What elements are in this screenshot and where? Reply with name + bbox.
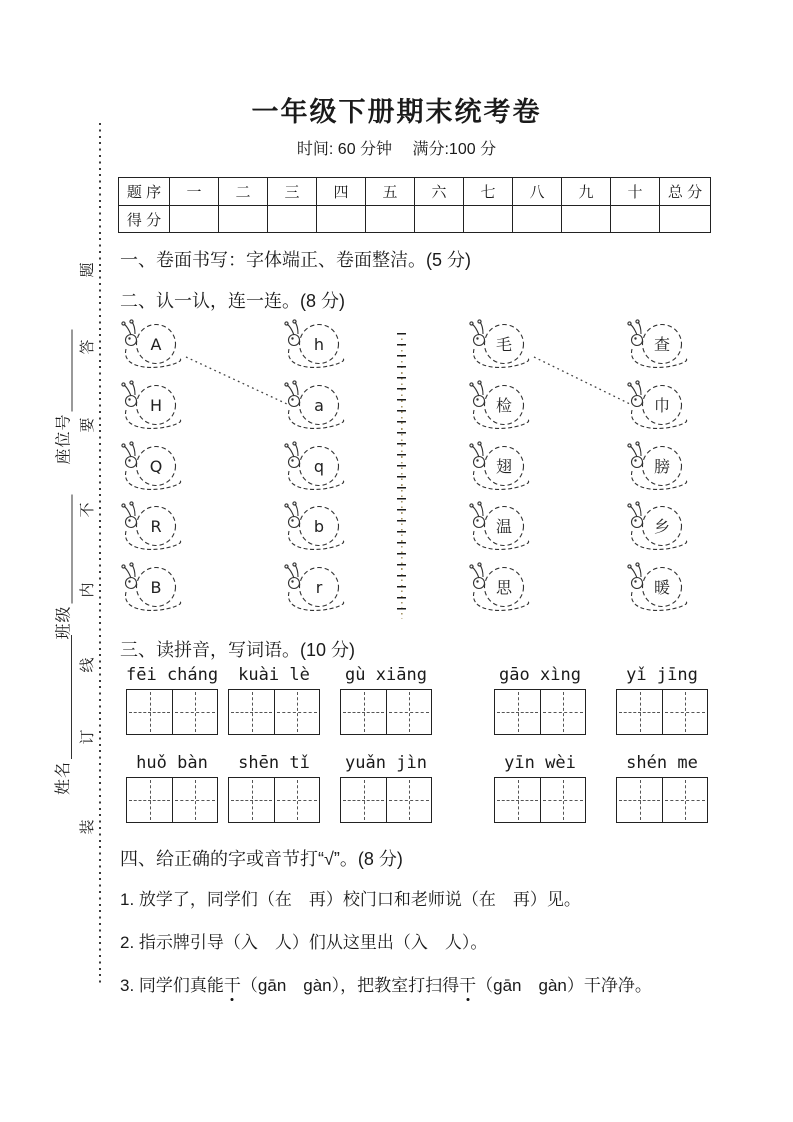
- pinyin-word-block: [616, 664, 708, 735]
- score-table-column-header: 八: [513, 178, 562, 206]
- writing-grid-cell: [127, 690, 172, 734]
- writing-grid-cell: [229, 690, 274, 734]
- writing-grid-cell: [617, 690, 662, 734]
- binding-dotted-line: [99, 123, 101, 985]
- binding-field-seat-number: [53, 330, 77, 465]
- pinyin-label: yīn wèi: [504, 753, 576, 773]
- page-title: 一年级下册期末统考卷: [251, 97, 542, 127]
- writing-grid-cell: [274, 690, 319, 734]
- snail-icon: [120, 501, 184, 553]
- snail-icon: [120, 380, 184, 432]
- writing-grid-cell: [172, 690, 217, 734]
- snail-glyph: 查: [653, 335, 671, 354]
- score-table-column-header: 五: [366, 178, 415, 206]
- snail-glyph: 思: [495, 578, 513, 597]
- writing-grid: [616, 689, 708, 735]
- snail-icon: [468, 319, 532, 371]
- score-cell-empty: [170, 206, 219, 233]
- connection-line-A-a: [186, 357, 287, 404]
- binding-field-blank-line: [53, 330, 73, 412]
- question-text: 3. 同学们真能: [120, 976, 224, 995]
- snail-icon: [120, 319, 184, 371]
- snail-icon: [468, 441, 532, 493]
- writing-grid-cell: [229, 778, 274, 822]
- snail-glyph: 乡: [653, 517, 671, 536]
- writing-grid-cell: [540, 778, 585, 822]
- snail-icon: [626, 501, 690, 553]
- pinyin-label: gāo xìng: [499, 665, 581, 685]
- question-text: （gān gàn），把教室打扫得: [240, 976, 460, 995]
- writing-grid-cell: [341, 778, 386, 822]
- snail-glyph: 检: [495, 396, 513, 415]
- snail-icon: [468, 501, 532, 553]
- question-item: [120, 971, 652, 996]
- pinyin-label: yǐ jīng: [626, 665, 698, 685]
- binding-field-name: [52, 635, 76, 795]
- snail-glyph: Q: [149, 457, 163, 476]
- pinyin-word-block: [228, 752, 320, 823]
- score-table-row-label: 得 分: [119, 206, 170, 233]
- snail-icon: [468, 562, 532, 614]
- pinyin-label: shén me: [626, 753, 698, 773]
- snail-glyph: R: [150, 517, 162, 536]
- section2-center-divider: [397, 333, 406, 619]
- emphasized-char: 干: [459, 971, 476, 996]
- binding-field-class: [53, 495, 77, 640]
- snail-glyph: 翅: [495, 457, 513, 476]
- score-table-column-header: 九: [562, 178, 611, 206]
- snail-icon: [120, 562, 184, 614]
- score-cell-empty: [513, 206, 562, 233]
- score-table: [118, 177, 711, 233]
- writing-grid: [616, 777, 708, 823]
- binding-field-label: 姓名: [55, 760, 72, 795]
- section2-heading: 二、认一认，连一连。(8 分): [120, 291, 345, 311]
- writing-grid: [126, 689, 218, 735]
- binding-field-blank-line: [52, 635, 72, 759]
- score-table-column-header: 四: [317, 178, 366, 206]
- snail-glyph: a: [314, 396, 324, 415]
- question-item: [120, 885, 581, 910]
- pinyin-label: shēn tǐ: [238, 753, 310, 773]
- snail-glyph: 温: [495, 517, 513, 536]
- section3-heading: 三、读拼音，写词语。(10 分): [120, 640, 356, 660]
- exam-time-score-line: 时间: 60 分钟 满分:100 分: [296, 141, 497, 158]
- score-table-column-header: 一: [170, 178, 219, 206]
- emphasized-char: 干: [224, 971, 241, 996]
- connection-line-毛-巾: [534, 357, 630, 404]
- score-table-header-label: 题 序: [119, 178, 170, 206]
- pinyin-label: kuài lè: [238, 665, 310, 685]
- score-cell-empty: [366, 206, 415, 233]
- score-cell-empty: [317, 206, 366, 233]
- section4-heading: 四、给正确的字或音节打“√”。(8 分): [120, 849, 403, 869]
- score-cell-empty: [464, 206, 513, 233]
- snail-icon: [283, 319, 347, 371]
- score-cell-empty: [415, 206, 464, 233]
- binding-char: 内: [79, 582, 96, 598]
- writing-grid-cell: [495, 690, 540, 734]
- binding-char: 答: [79, 339, 96, 355]
- writing-grid-cell: [495, 778, 540, 822]
- writing-grid: [228, 689, 320, 735]
- section1-heading: 一、卷面书写：字体端正、卷面整洁。(5 分): [120, 250, 471, 270]
- writing-grid: [126, 777, 218, 823]
- writing-grid-cell: [540, 690, 585, 734]
- binding-char: 题: [79, 262, 96, 278]
- pinyin-label: fēi cháng: [126, 665, 219, 685]
- pinyin-word-block: [126, 752, 218, 823]
- score-cell-empty: [660, 206, 711, 233]
- writing-grid: [494, 777, 586, 823]
- writing-grid-cell: [341, 690, 386, 734]
- binding-char: 订: [79, 729, 96, 745]
- snail-glyph: 巾: [653, 396, 671, 415]
- writing-grid-cell: [386, 690, 431, 734]
- binding-char: 要: [79, 417, 96, 433]
- question-text: （gān gàn）干净净。: [476, 976, 652, 995]
- pinyin-label: yuǎn jìn: [345, 753, 427, 773]
- binding-char: 不: [79, 502, 96, 518]
- score-table-column-header: 六: [415, 178, 464, 206]
- snail-icon: [626, 380, 690, 432]
- writing-grid-cell: [386, 778, 431, 822]
- score-table-column-header: 三: [268, 178, 317, 206]
- writing-grid: [494, 689, 586, 735]
- score-table-column-header: 二: [219, 178, 268, 206]
- snail-icon: [283, 441, 347, 493]
- snail-glyph: q: [313, 457, 325, 476]
- writing-grid: [228, 777, 320, 823]
- snail-icon: [626, 562, 690, 614]
- writing-grid-cell: [662, 778, 707, 822]
- snail-glyph: 暖: [653, 578, 671, 597]
- pinyin-word-block: [228, 664, 320, 735]
- score-table-column-header: 十: [611, 178, 660, 206]
- snail-glyph: r: [315, 578, 323, 597]
- writing-grid-cell: [617, 778, 662, 822]
- snail-icon: [283, 562, 347, 614]
- snail-icon: [283, 380, 347, 432]
- snail-glyph: A: [150, 335, 162, 354]
- snail-glyph: B: [150, 578, 162, 597]
- question-item: [120, 928, 487, 953]
- binding-char: 线: [79, 657, 96, 673]
- snail-icon: [626, 319, 690, 371]
- writing-grid-cell: [662, 690, 707, 734]
- score-table-column-header: 七: [464, 178, 513, 206]
- snail-icon: [120, 441, 184, 493]
- pinyin-label: gù xiāng: [345, 665, 427, 685]
- snail-glyph: b: [313, 517, 325, 536]
- snail-glyph: H: [149, 396, 163, 415]
- writing-grid: [340, 777, 432, 823]
- score-cell-empty: [268, 206, 317, 233]
- pinyin-word-block: [494, 752, 586, 823]
- question-text: 2. 指示牌引导（入 人）们从这里出（入 人）。: [120, 933, 488, 952]
- writing-grid-cell: [172, 778, 217, 822]
- snail-icon: [468, 380, 532, 432]
- question-text: 1. 放学了，同学们（在 再）校门口和老师说（在 再）见。: [120, 890, 581, 909]
- score-cell-empty: [562, 206, 611, 233]
- pinyin-label: huǒ bàn: [136, 753, 208, 773]
- binding-field-blank-line: [53, 495, 73, 604]
- snail-icon: [283, 501, 347, 553]
- writing-grid-cell: [274, 778, 319, 822]
- writing-grid: [340, 689, 432, 735]
- binding-char: 装: [79, 819, 96, 835]
- snail-glyph: 毛: [495, 335, 513, 354]
- pinyin-word-block: [340, 664, 432, 735]
- snail-glyph: h: [313, 335, 325, 354]
- pinyin-word-block: [494, 664, 586, 735]
- pinyin-word-block: [126, 664, 218, 735]
- score-cell-empty: [219, 206, 268, 233]
- pinyin-word-block: [616, 752, 708, 823]
- snail-glyph: 膀: [653, 457, 671, 476]
- pinyin-word-block: [340, 752, 432, 823]
- writing-grid-cell: [127, 778, 172, 822]
- score-table-column-header: 总 分: [660, 178, 711, 206]
- score-cell-empty: [611, 206, 660, 233]
- binding-field-label: 座位号: [55, 413, 73, 465]
- snail-icon: [626, 441, 690, 493]
- binding-field-label: 班级: [55, 605, 73, 640]
